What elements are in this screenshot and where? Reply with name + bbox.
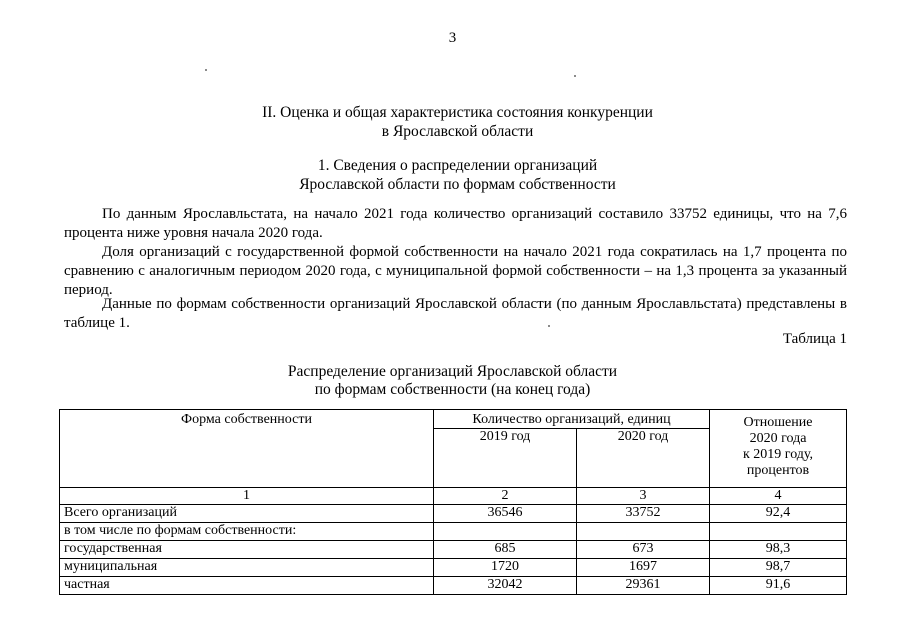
row-2020: 33752 — [577, 505, 710, 523]
row-ratio: 92,4 — [710, 505, 847, 523]
table-row — [60, 523, 847, 541]
row-ratio — [710, 523, 847, 541]
paragraph-3 — [64, 295, 847, 333]
table-row — [60, 541, 847, 559]
row-name: частная — [60, 577, 434, 595]
section-heading-line1: II. Оценка и общая характеристика состояния конкуренции — [262, 104, 653, 121]
table-title-line2: по формам собственности (на конец года) — [314, 381, 591, 398]
header-2020: 2020 год — [577, 429, 710, 488]
subsection-heading-line2: Ярославской области по формам собственности — [299, 176, 616, 193]
row-2019: 32042 — [434, 577, 577, 595]
paragraph-3-text: Данные по формам собственности организаций Ярославской области (по данным Ярославльстата) представлены в таблице 1. — [64, 296, 847, 331]
header-form: Форма собственности — [60, 410, 434, 488]
section-heading-line2: в Ярославской области — [381, 123, 534, 140]
paragraph-1-text: По данным Ярославльстата, на начало 2021 года количество организаций составило 33752 единицы, что на 7,6 процента ниже уровня начала 2020 года. — [64, 206, 847, 241]
paragraph-2 — [64, 243, 847, 300]
row-2019: 685 — [434, 541, 577, 559]
header-count-group: Количество организаций, единиц — [434, 410, 710, 429]
row-name: муниципальная — [60, 559, 434, 577]
col-number-2: 2 — [434, 488, 577, 505]
scan-speck — [574, 75, 576, 77]
row-2019: 1720 — [434, 559, 577, 577]
row-2019: 36546 — [434, 505, 577, 523]
table-row — [60, 505, 847, 523]
row-name: государственная — [60, 541, 434, 559]
paragraph-1 — [64, 205, 847, 243]
row-name: в том числе по формам собственности: — [60, 523, 434, 541]
header-ratio-line3: к 2019 году, — [743, 447, 814, 462]
ownership-table — [59, 409, 847, 595]
table-row — [60, 577, 847, 595]
row-2019 — [434, 523, 577, 541]
col-number-4: 4 — [710, 488, 847, 505]
table-label: Таблица 1 — [782, 331, 847, 347]
table-row — [60, 559, 847, 577]
row-2020: 673 — [577, 541, 710, 559]
header-ratio-line1: Отношение — [743, 415, 813, 430]
row-2020: 29361 — [577, 577, 710, 595]
table-title-line1: Распределение организаций Ярославской области — [287, 363, 618, 380]
col-number-1: 1 — [60, 488, 434, 505]
scan-speck — [548, 325, 550, 327]
header-2019: 2019 год — [434, 429, 577, 488]
row-2020: 1697 — [577, 559, 710, 577]
row-ratio: 91,6 — [710, 577, 847, 595]
row-2020 — [577, 523, 710, 541]
header-ratio — [710, 410, 847, 488]
scan-speck — [205, 69, 207, 71]
row-ratio: 98,3 — [710, 541, 847, 559]
col-number-3: 3 — [577, 488, 710, 505]
paragraph-2-text: Доля организаций с государственной формой собственности на начало 2021 года сократилась на 1,7 процента по сравнению с аналогичным периодом 2020 года, с муниципальной формой собственности – на 1,3 процента за указанный период. — [64, 244, 847, 298]
header-ratio-line4: процентов — [746, 463, 810, 478]
page-number: 3 — [448, 30, 457, 46]
subsection-heading-line1: 1. Сведения о распределении организаций — [317, 157, 598, 174]
row-ratio: 98,7 — [710, 559, 847, 577]
row-name: Всего организаций — [60, 505, 434, 523]
header-ratio-line2: 2020 года — [749, 431, 807, 446]
